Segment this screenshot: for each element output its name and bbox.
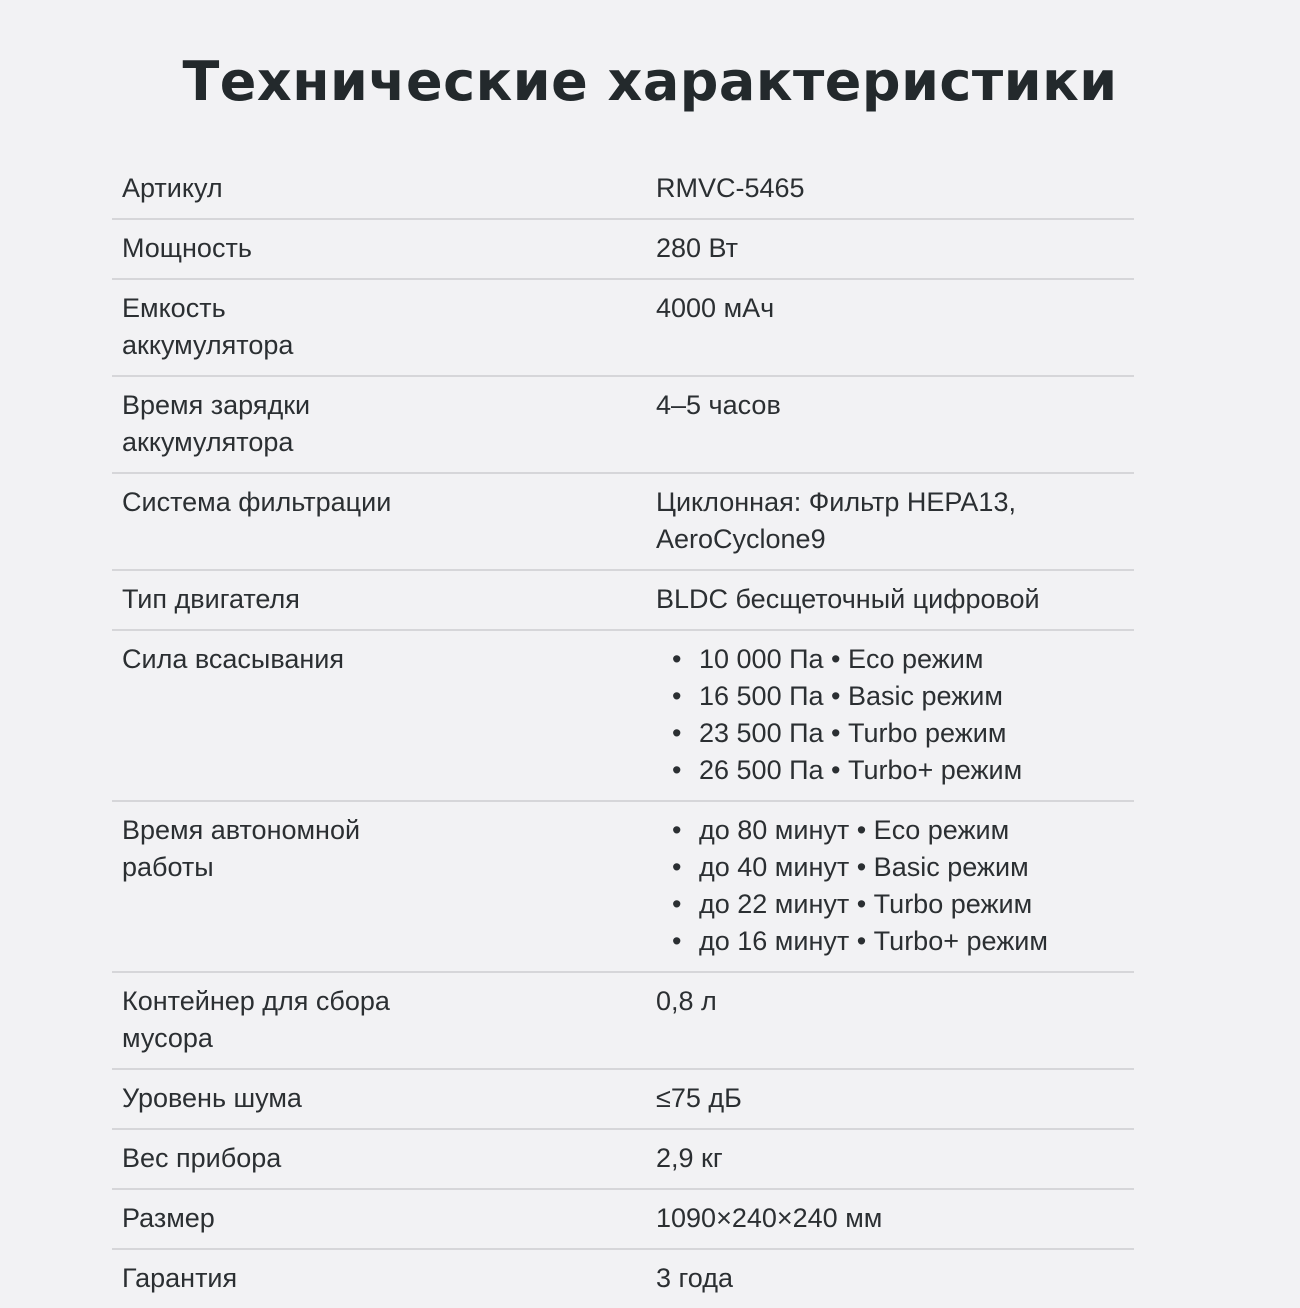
spec-row-dust-container: [112, 973, 1134, 1070]
list-item: • до 40 минут • Basic режим: [699, 849, 1134, 886]
spec-label: Время зарядки аккумулятора: [122, 390, 311, 457]
spec-row-suction: [112, 631, 1134, 802]
spec-row-runtime: [112, 802, 1134, 973]
spec-label: Время автономной работы: [122, 815, 361, 882]
list-item: • до 16 минут • Turbo+ режим: [699, 923, 1134, 960]
spec-row-power: [112, 220, 1134, 280]
spec-value: BLDC бесщеточный цифровой: [656, 584, 1040, 614]
spec-row-filtration: [112, 474, 1134, 571]
spec-value: 1090×240×240 мм: [656, 1203, 883, 1233]
spec-label: Система фильтрации: [122, 487, 392, 517]
spec-label: Размер: [122, 1203, 215, 1233]
spec-label: Гарантия: [122, 1263, 238, 1293]
spec-label: Вес прибора: [122, 1143, 282, 1173]
list-item: • 26 500 Па • Turbo+ режим: [699, 752, 1134, 789]
spec-label: Мощность: [122, 233, 252, 263]
spec-label: Артикул: [122, 173, 223, 203]
spec-value: Циклонная: Фильтр HEPA13, AeroCyclone9: [656, 487, 1016, 554]
spec-value: 4–5 часов: [656, 390, 781, 420]
spec-row-motor: [112, 571, 1134, 631]
spec-row-charging-time: [112, 377, 1134, 474]
list-item: • 23 500 Па • Turbo режим: [699, 715, 1134, 752]
spec-label: Уровень шума: [122, 1083, 302, 1113]
spec-row-article: [112, 160, 1134, 220]
suction-list: [656, 641, 1134, 789]
spec-value: 280 Вт: [656, 233, 739, 263]
spec-label: Емкость аккумулятора: [122, 293, 294, 360]
list-item: • до 22 минут • Turbo режим: [699, 886, 1134, 923]
list-item: • 10 000 Па • Eco режим: [699, 641, 1134, 678]
list-item: • 16 500 Па • Basic режим: [699, 678, 1134, 715]
spec-row-size: [112, 1190, 1134, 1250]
spec-value: RMVC-5465: [656, 173, 805, 203]
spec-table: [112, 160, 1134, 1308]
spec-value: 0,8 л: [656, 986, 717, 1016]
page-title: Технические характеристики: [182, 50, 1118, 113]
spec-label: Контейнер для сбора мусора: [122, 986, 390, 1053]
spec-row-warranty: [112, 1250, 1134, 1308]
spec-value: 4000 мАч: [656, 293, 775, 323]
runtime-list: [656, 812, 1134, 960]
spec-row-weight: [112, 1130, 1134, 1190]
spec-label: Тип двигателя: [122, 584, 300, 614]
list-item: • до 80 минут • Eco режим: [699, 812, 1134, 849]
spec-value: ≤75 дБ: [656, 1083, 742, 1113]
spec-row-battery-capacity: [112, 280, 1134, 377]
spec-label: Сила всасывания: [122, 644, 344, 674]
spec-value: 3 года: [656, 1263, 733, 1293]
spec-row-noise: [112, 1070, 1134, 1130]
spec-value: 2,9 кг: [656, 1143, 723, 1173]
